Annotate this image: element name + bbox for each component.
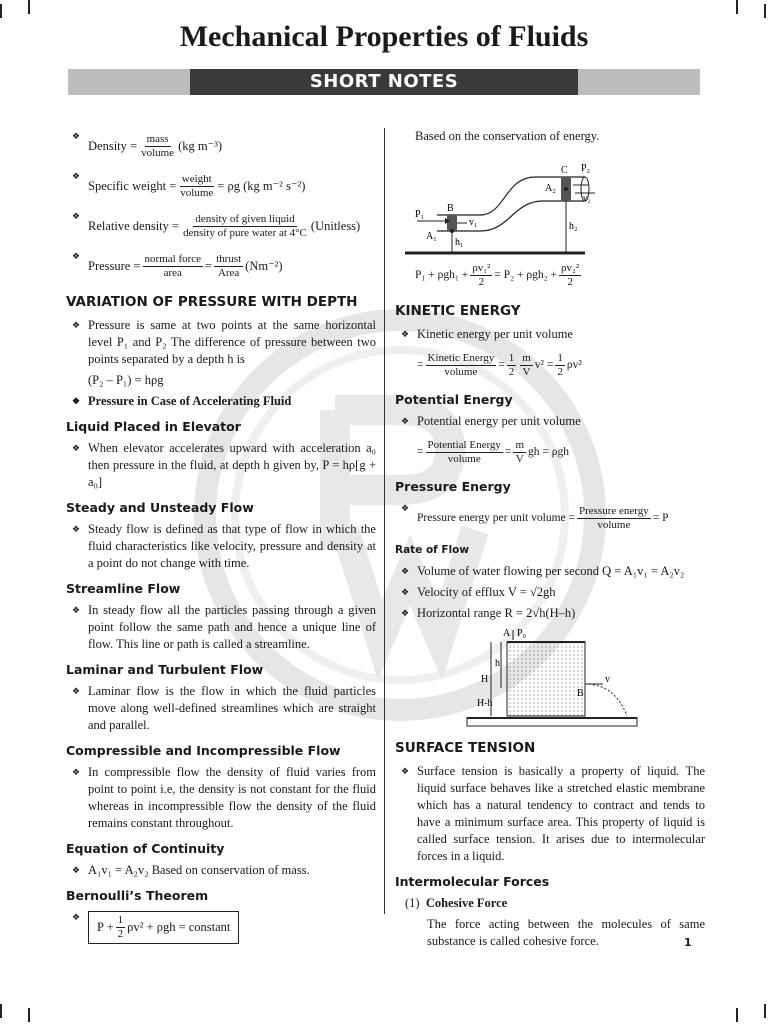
- label-c: C: [561, 165, 568, 176]
- elevator-text: ❖ When elevator accelerates upward with acceleration a₀ then pressure in the fluid, at depth h given by, P = hρ[g + a₀]: [66, 440, 376, 491]
- label-tank-b: B: [577, 688, 584, 699]
- crop-mark: [736, 1008, 738, 1022]
- label-h1: h₁: [455, 237, 464, 248]
- label-h: h: [495, 658, 500, 669]
- label-a2: A₂: [545, 183, 556, 194]
- bernoulli-box: ❖ P + $\frac{1}{2}$ ρv² + ρgh = constant: [88, 911, 239, 944]
- potential-text: ❖ Potential energy per unit volume: [395, 413, 705, 430]
- left-column: [66, 128, 376, 949]
- heading-continuity: Equation of Continuity: [66, 841, 225, 856]
- crop-mark: [28, 1008, 30, 1022]
- heading-intermolecular: Intermolecular Forces: [395, 874, 550, 889]
- label-a: A: [503, 628, 511, 639]
- label-p1: P₁: [415, 209, 425, 220]
- density-formula: ❖ Density = $\frac{\text{mass}}{\text{volume}}$ (kg m⁻³): [66, 128, 376, 164]
- label-b: B: [447, 203, 454, 214]
- crop-mark: [0, 4, 2, 18]
- heading-rate: Rate of Flow: [395, 544, 470, 556]
- accelerating-fluid-note: ❖ Pressure in Case of Accelerating Fluid: [66, 393, 376, 410]
- crop-mark: [0, 1004, 2, 1018]
- bernoulli-energy-equation: P₁ + ρgh₁ + $\frac{\text{ρv₁²}}{2}$ = P₂ + ρgh₂ + $\frac{\text{ρv₂²}}{2}$: [415, 261, 580, 288]
- label-p2: P₂: [581, 163, 591, 174]
- pressure-energy-equation: ❖ Pressure energy per unit volume = $\frac{\text{Pressure energy}}{\text{volume}}$ = P: [395, 500, 705, 536]
- crop-mark: [764, 4, 766, 18]
- heading-variation: VARIATION OF PRESSURE WITH DEPTH: [66, 294, 358, 310]
- label-h2: h₂: [569, 221, 578, 232]
- banner-label: SHORT NOTES: [190, 69, 578, 95]
- page-title: Mechanical Properties of Fluids: [179, 20, 589, 53]
- variation-text: ❖ Pressure is same at two points at the same horizontal level P₁ and P₂ The difference of pressure between two points separated by a depth h is: [66, 317, 376, 368]
- heading-bernoulli: Bernoulli’s Theorem: [66, 888, 209, 903]
- label-a1: A₁: [426, 231, 437, 242]
- label-big-h: H: [481, 674, 489, 685]
- efflux-text: ❖ Velocity of efflux V = √2gh: [395, 584, 705, 601]
- variation-formula: (P₂ – P₁) = hρg: [88, 373, 164, 387]
- label-tank-v: v: [605, 674, 610, 685]
- kinetic-equation: = $\frac{\text{Kinetic Energy}}{\text{volume}}$ = $\frac{1}{2}$ $\frac{m}{V}$ v² = $\frac{1}{2}$ ρv²: [417, 351, 582, 378]
- pressure-formula: ❖ Pressure = $\frac{\text{normal force}}{\text{area}}$ = $\frac{\text{thrust}}{\text{Area}}$ (Nm⁻²): [66, 248, 376, 284]
- potential-equation: = $\frac{\text{Potential Energy}}{\text{volume}}$ = $\frac{m}{V}$ gh = ρgh: [417, 438, 569, 465]
- specific-weight-formula: ❖ Specific weight = $\frac{\text{weight}}{\text{volume}}$ = ρg (kg m⁻² s⁻²): [66, 168, 376, 204]
- heading-steady: Steady and Unsteady Flow: [66, 500, 254, 515]
- heading-streamline: Streamline Flow: [66, 581, 181, 596]
- page-number: 1: [684, 936, 692, 949]
- surface-tension-text: ❖ Surface tension is basically a property of liquid. The liquid surface behaves like a stretched elastic membrane which has a natural tendency to contract and tends to have a minimum surface area. This property of liquid is called surface tension. It arises due to intermolecular forces in a liquid.: [395, 763, 705, 865]
- laminar-text: ❖ Laminar flow is the flow in which the fluid particles move along well-defined streamlines which are straight and parallel.: [66, 683, 376, 734]
- column-divider: [384, 128, 385, 914]
- continuity-text: ❖ A₁v₁ = A₂v₂ Based on conservation of mass.: [66, 862, 376, 879]
- heading-elevator: Liquid Placed in Elevator: [66, 419, 241, 434]
- energy-note: Based on the conservation of energy.: [415, 129, 600, 143]
- crop-mark: [736, 0, 738, 14]
- kinetic-text: ❖ Kinetic energy per unit volume: [395, 326, 705, 343]
- right-column: [395, 128, 705, 950]
- streamline-text: ❖ In steady flow all the particles passing through a given point follow the same path and hence a unique line of flow. This line or path is called a streamline.: [66, 602, 376, 653]
- heading-kinetic: KINETIC ENERGY: [395, 303, 521, 319]
- compressible-text: ❖ In compressible flow the density of fluid varies from point to point i.e, the density is not constant for the fluid whereas in incompressible flow the density of the fluid remains constant throughout.: [66, 764, 376, 832]
- heading-potential: Potential Energy: [395, 392, 513, 407]
- heading-laminar: Laminar and Turbulent Flow: [66, 662, 264, 677]
- rate-text: ❖ Volume of water flowing per second Q = A₁v₁ = A₂v₂: [395, 563, 705, 580]
- label-v1: v₁: [469, 217, 478, 228]
- label-p0: P₀: [517, 628, 527, 639]
- range-text: ❖ Horizontal range R = 2√h(H–h): [395, 605, 705, 622]
- crop-mark: [764, 1004, 766, 1018]
- label-v2: v₂: [583, 193, 591, 203]
- tank-efflux-diagram: [465, 626, 665, 730]
- bernoulli-pipe-diagram: [395, 145, 595, 257]
- bernoulli-formula: [66, 909, 376, 945]
- steady-text: ❖ Steady flow is defined as that type of flow in which the fluid characteristics like velocity, pressure and density at a point do not change with time.: [66, 521, 376, 572]
- cohesive-heading: (1) Cohesive Force: [405, 896, 508, 910]
- relative-density-formula: ❖ Relative density = $\frac{\text{density of given liquid}}{\text{density of pure water at 4°C}}$ (Unitless): [66, 208, 376, 244]
- heading-compressible: Compressible and Incompressible Flow: [66, 743, 341, 758]
- label-h-minus-h: H-h: [477, 698, 493, 709]
- cohesive-text: The force acting between the molecules of same substance is called cohesive force.: [427, 917, 705, 948]
- crop-mark: [28, 0, 30, 14]
- heading-surface-tension: SURFACE TENSION: [395, 740, 536, 756]
- heading-pressure-energy: Pressure Energy: [395, 479, 511, 494]
